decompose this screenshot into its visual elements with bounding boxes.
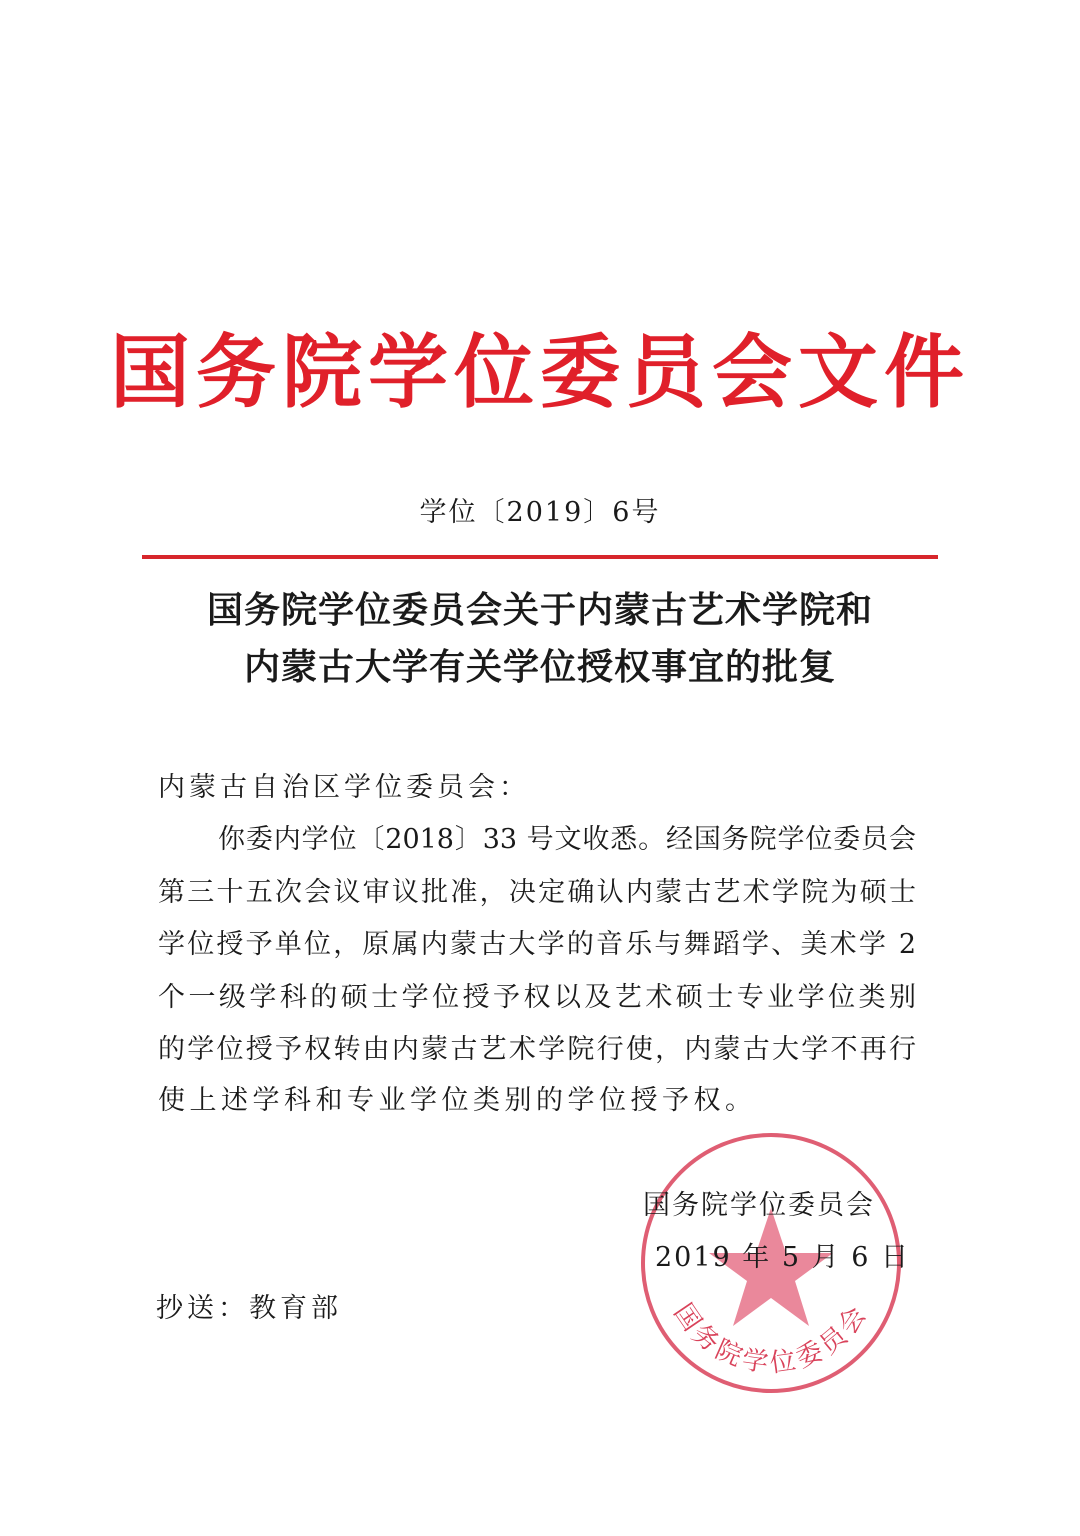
document-number: 学位〔2019〕6号 bbox=[419, 497, 661, 528]
document-title: 国务院学位委员会文件 bbox=[110, 325, 970, 419]
seal-lettering: 国务院学位委员会 bbox=[667, 1298, 875, 1379]
body-line: 第三十五次会议审议批准，决定确认内蒙古艺术学院为硕士 bbox=[158, 877, 916, 908]
body-line: 使上述学科和专业学位类别的学位授予权。 bbox=[158, 1085, 757, 1116]
body-line: 个一级学科的硕士学位授予权以及艺术硕士专业学位类别 bbox=[158, 982, 916, 1013]
red-divider bbox=[142, 555, 938, 559]
signature-issuer: 国务院学位委员会 bbox=[643, 1190, 875, 1221]
cc-line: 抄送：教育部 bbox=[156, 1293, 342, 1324]
signature-date: 2019 年 5 月 6 日 bbox=[655, 1242, 910, 1273]
heading-line-2: 内蒙古大学有关学位授权事宜的批复 bbox=[243, 646, 836, 688]
body-line: 的学位授予权转由内蒙古艺术学院行使，内蒙古大学不再行 bbox=[158, 1034, 916, 1065]
body-line: 你委内学位〔2018〕33 号文收悉。经国务院学位委员会 bbox=[218, 824, 916, 855]
addressee: 内蒙古自治区学位委员会： bbox=[158, 772, 530, 803]
body-line: 学位授予单位，原属内蒙古大学的音乐与舞蹈学、美术学 2 bbox=[158, 929, 916, 960]
heading-line-1: 国务院学位委员会关于内蒙古艺术学院和 bbox=[206, 589, 873, 631]
